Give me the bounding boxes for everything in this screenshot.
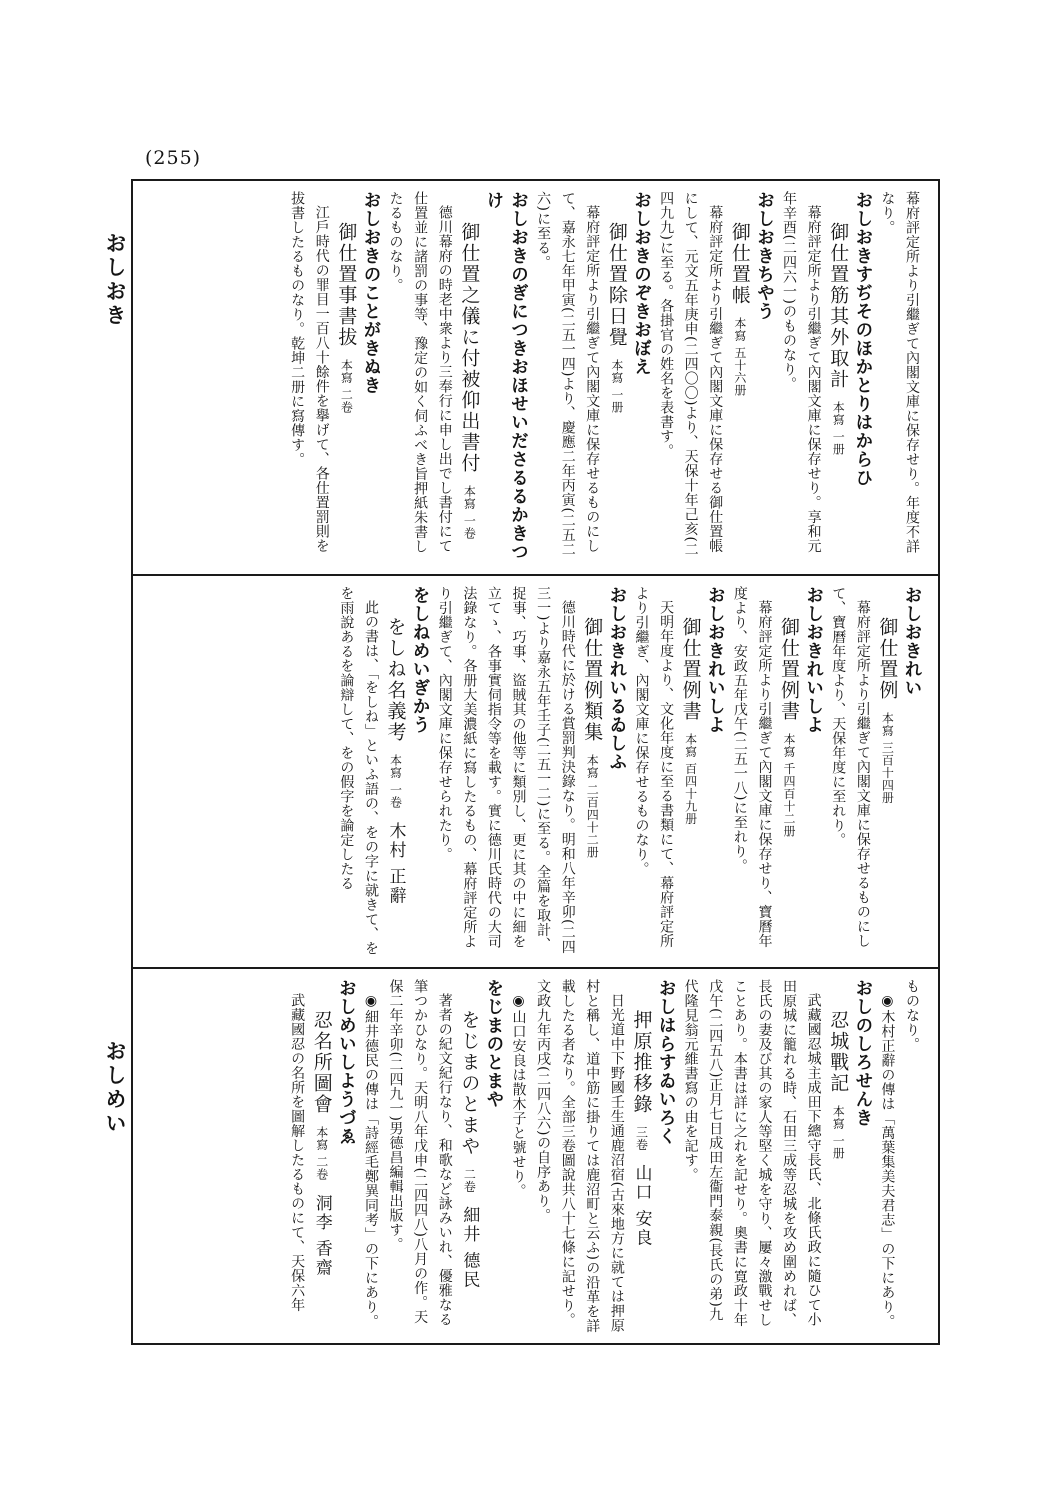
entry-note [358, 979, 383, 1335]
entry-title: 御仕置例 [876, 616, 899, 701]
entry [531, 191, 654, 566]
page-number: (255) [145, 147, 202, 169]
entry-author: 木村 正辭 [385, 821, 406, 905]
entry [285, 979, 359, 1335]
entry-body: 幕府評定所より引繼ぎて內閣文庫に保存せり、寶曆年度より、安政五年戊午(二五一八)に至れり。 [731, 586, 773, 948]
entry-meta: 本寫 三百十四册 [880, 711, 895, 804]
entry-heading-kana: おしはらすゐいろく [656, 979, 677, 1146]
entry-heading-kana: おしおきれい [902, 586, 922, 697]
entry-title-line [826, 191, 851, 566]
entry-note-text: ◉木村正辭の傳は「萬葉集美夫君志」の下にあり。 [879, 993, 896, 1329]
entry-author: 洞李 香齋 [311, 1193, 332, 1277]
entry-title: 御仕置例書 [679, 616, 702, 722]
entry-heading-kana: おしのしろせんき [852, 979, 873, 1127]
entry-continuation [875, 191, 924, 566]
entry-title-line [334, 191, 359, 566]
entry-title-line [457, 979, 482, 1335]
tier-bottom [133, 967, 938, 1343]
page-frame [131, 179, 940, 1345]
entry-meta: 本寫 一册 [831, 400, 846, 455]
entry [727, 586, 825, 959]
entry-body: 德川幕府の時老中衆より三奉行に申し出でし書付にて仕置並に諸罰の事等、豫定の如く伺ふべき旨押紙朱書したるものなり。 [387, 191, 453, 554]
entry [432, 586, 629, 959]
entry-heading-kana: おしおきのぞきおぼえ [631, 191, 652, 376]
tier-middle-text [145, 586, 924, 959]
entry [383, 191, 531, 566]
entry-title-line [457, 191, 482, 566]
entry [383, 979, 506, 1335]
entry-heading-kana: おしおきすぢそのほかとりはからひ [852, 191, 873, 487]
entry-meta: 二卷 [462, 1167, 477, 1193]
entry-title: 御仕置除日覺 [605, 221, 628, 348]
entry-title: 押原推移錄 [630, 1009, 653, 1115]
tier-top [133, 181, 938, 574]
entry-note-text: ◉山口安良は散木子と號せり。 [510, 993, 527, 1198]
entry-author: 山口 安良 [631, 1164, 652, 1248]
entry-title-line [875, 586, 900, 959]
entry [285, 191, 383, 566]
entry-title-line [826, 979, 851, 1335]
entry-body: ものなり。 [904, 979, 920, 1052]
entry-body: 武藏國忍城主成田下總守長氏、北條氏政に隨ひて小田原城に籠れる時、石田三成等忍城を攻め圍めれば、長氏の妻及び其の家人等堅く城を守り、屢々激戰せしことあり。本書は詳に之れを記せり。奧書に寛政十年戊午(二四五八)正月七日成田左衞門泰親(長氏の弟)九代隆見翁元維書寫の由を記す。 [682, 979, 822, 1327]
entry [826, 586, 924, 959]
entry-body: 武藏國忍の名所を圖解したるものにて、天保六年 [289, 993, 306, 1312]
entry-meta: 本寫 二百四十二册 [585, 753, 600, 858]
entry-note [506, 979, 531, 1335]
guide-word-top: おしおき [103, 232, 128, 328]
entry-body: 幕府評定所より引繼ぎて內閣文庫に保存せり。享和元年辛酉(二四六一)のものなり。 [781, 191, 822, 553]
entry-title: 忍城戰記 [827, 1009, 850, 1094]
tier-bottom-text [145, 979, 924, 1335]
entry-meta: 本寫 二卷 [314, 1125, 329, 1180]
entry-meta: 本寫 千四百十二册 [782, 732, 797, 837]
entry-heading-kana: おしおきのぎにつきおほせいださるるかきつけ [483, 191, 529, 561]
entry [776, 191, 874, 566]
entry [531, 979, 679, 1335]
entry-body: 幕府評定所より引繼ぎて內閣文庫に保存せるものにして、寶曆年度より、天保年度に至れり。 [830, 586, 871, 948]
entry [678, 979, 875, 1335]
entry-title-line [604, 191, 629, 566]
entry-title: 御仕置例類集 [581, 616, 604, 743]
entry [653, 191, 776, 566]
entry [334, 586, 432, 959]
entry-heading-kana: をしねめいぎかう [410, 586, 431, 734]
entry-title: 御仕置事書拔 [335, 221, 358, 348]
entry-heading-kana: をじまのとまや [483, 979, 504, 1109]
entry-note-text: ◉細井德民の傳は「詩經毛鄭異同考」の下にあり。 [362, 993, 379, 1329]
entry-heading-kana: おしめいしようづゑ [336, 979, 357, 1146]
guide-word-bottom: おしめい [103, 1040, 128, 1136]
entry-title: をじまのとまや [458, 1009, 481, 1157]
entry-heading-kana: おしおきれいるゐしふ [606, 586, 627, 771]
entry-title: をしね名義考 [384, 616, 407, 743]
entry-meta: 本寫 二卷 [339, 358, 354, 413]
entry-continuation [899, 979, 924, 1335]
entry-meta: 三卷 [634, 1125, 649, 1151]
entry-title-line [727, 191, 752, 566]
entry-body: 幕府評定所より引繼ぎて內閣文庫に保存せる御仕置帳にして、元文五年庚申(二四〇〇)より、天保十年己亥(二四九九)に至る。各掛官の姓名を表書す。 [658, 191, 724, 557]
entry-note [875, 979, 900, 1335]
entry-title: 忍名所圖會 [310, 1009, 333, 1115]
entry-heading-kana: おしおきちやう [754, 191, 775, 321]
entry-meta: 本寫 一卷 [462, 484, 477, 539]
entry-title: 御仕置筋其外取計 [827, 221, 850, 390]
entry-body: 幕府評定所より引繼ぎて內閣文庫に保存せり。年度不詳なり。 [879, 191, 920, 554]
entry-title-line [309, 979, 334, 1335]
entry-title: 御仕置之儀に付被仰出書付 [458, 221, 481, 474]
entry-title-line [776, 586, 801, 959]
entry-body: 幕府評定所より引繼ぎて內閣文庫に保存せるものにして、嘉永七年甲寅(二五一四)より、慶應二年丙寅(二五二六)に至る。 [535, 191, 601, 557]
entry-meta: 本寫 五十六册 [732, 316, 747, 396]
entry-heading-kana: おしおきれいしよ [803, 586, 824, 734]
entry-meta: 本寫 一卷 [388, 753, 403, 808]
entry-title: 御仕置帳 [728, 221, 751, 306]
entry-title-line [580, 586, 605, 959]
entry-body: 此の書は、「をしね」といふ語の、をの字に就きて、をを雨說あるを論辯して、をの假字を論定したる [338, 586, 379, 956]
entry-heading-kana: おしおきれいしよ [705, 586, 726, 734]
entry-title-line [629, 979, 654, 1335]
entry-body: 天明年度より、文化年度に至る書類にて、幕府評定所より引繼ぎ、內閣文庫に保存せるものなり。 [633, 586, 675, 948]
entry-title-line [678, 586, 703, 959]
entry-body: 著者の紀文紀行なり、和歌など詠みいれ、優雅なる筆つかひなり。天明八年戊申(二四四八)八月の作。天保二年辛卯(二四九一)男德昌編輯出版す。 [387, 979, 453, 1327]
entry-heading-kana: おしおきのことがきぬき [360, 191, 381, 395]
entry-meta: 本寫 一册 [609, 358, 624, 413]
entry-body: 德川時代に於ける賞罰判決錄なり。明和八年辛卯(二四三一)より嘉永五年壬子(二五一二)に至る。全篇を取計、捉事、巧事、盜賊其の他等に類別し、更に其の中に細を立てゝ、各事實伺指令等を載す。實に德川氏時代の大司法錄なり。各册大美濃紙に寫したるもの、幕府評定所より引繼ぎて、內閣文庫に保存せられたり。 [436, 586, 576, 954]
entry-author: 細井 德民 [459, 1206, 480, 1290]
entry-title: 御仕置例書 [778, 616, 801, 722]
entry-meta: 本寫 百四十九册 [683, 732, 698, 825]
tier-middle [133, 574, 938, 967]
entry-body: 日光道中下野國壬生通鹿沼宿(古來地方に就ては押原村と稱し、道中筋に掛りては鹿沼町と云ふ)の沿革を詳載したる者なり。全部三卷圖說共八十七條に記せり。文政九年丙戌(二四八六)の自序あり。 [535, 979, 625, 1333]
entry-body: 江戶時代の罪目一百八十餘件を擧げて、各仕置罰則を拔書したるものなり。乾坤二册に寫傳す。 [289, 191, 330, 553]
tier-top-text [145, 191, 924, 566]
entry-meta: 本寫 一册 [831, 1104, 846, 1159]
entry [629, 586, 727, 959]
entry-title-line [383, 586, 408, 959]
